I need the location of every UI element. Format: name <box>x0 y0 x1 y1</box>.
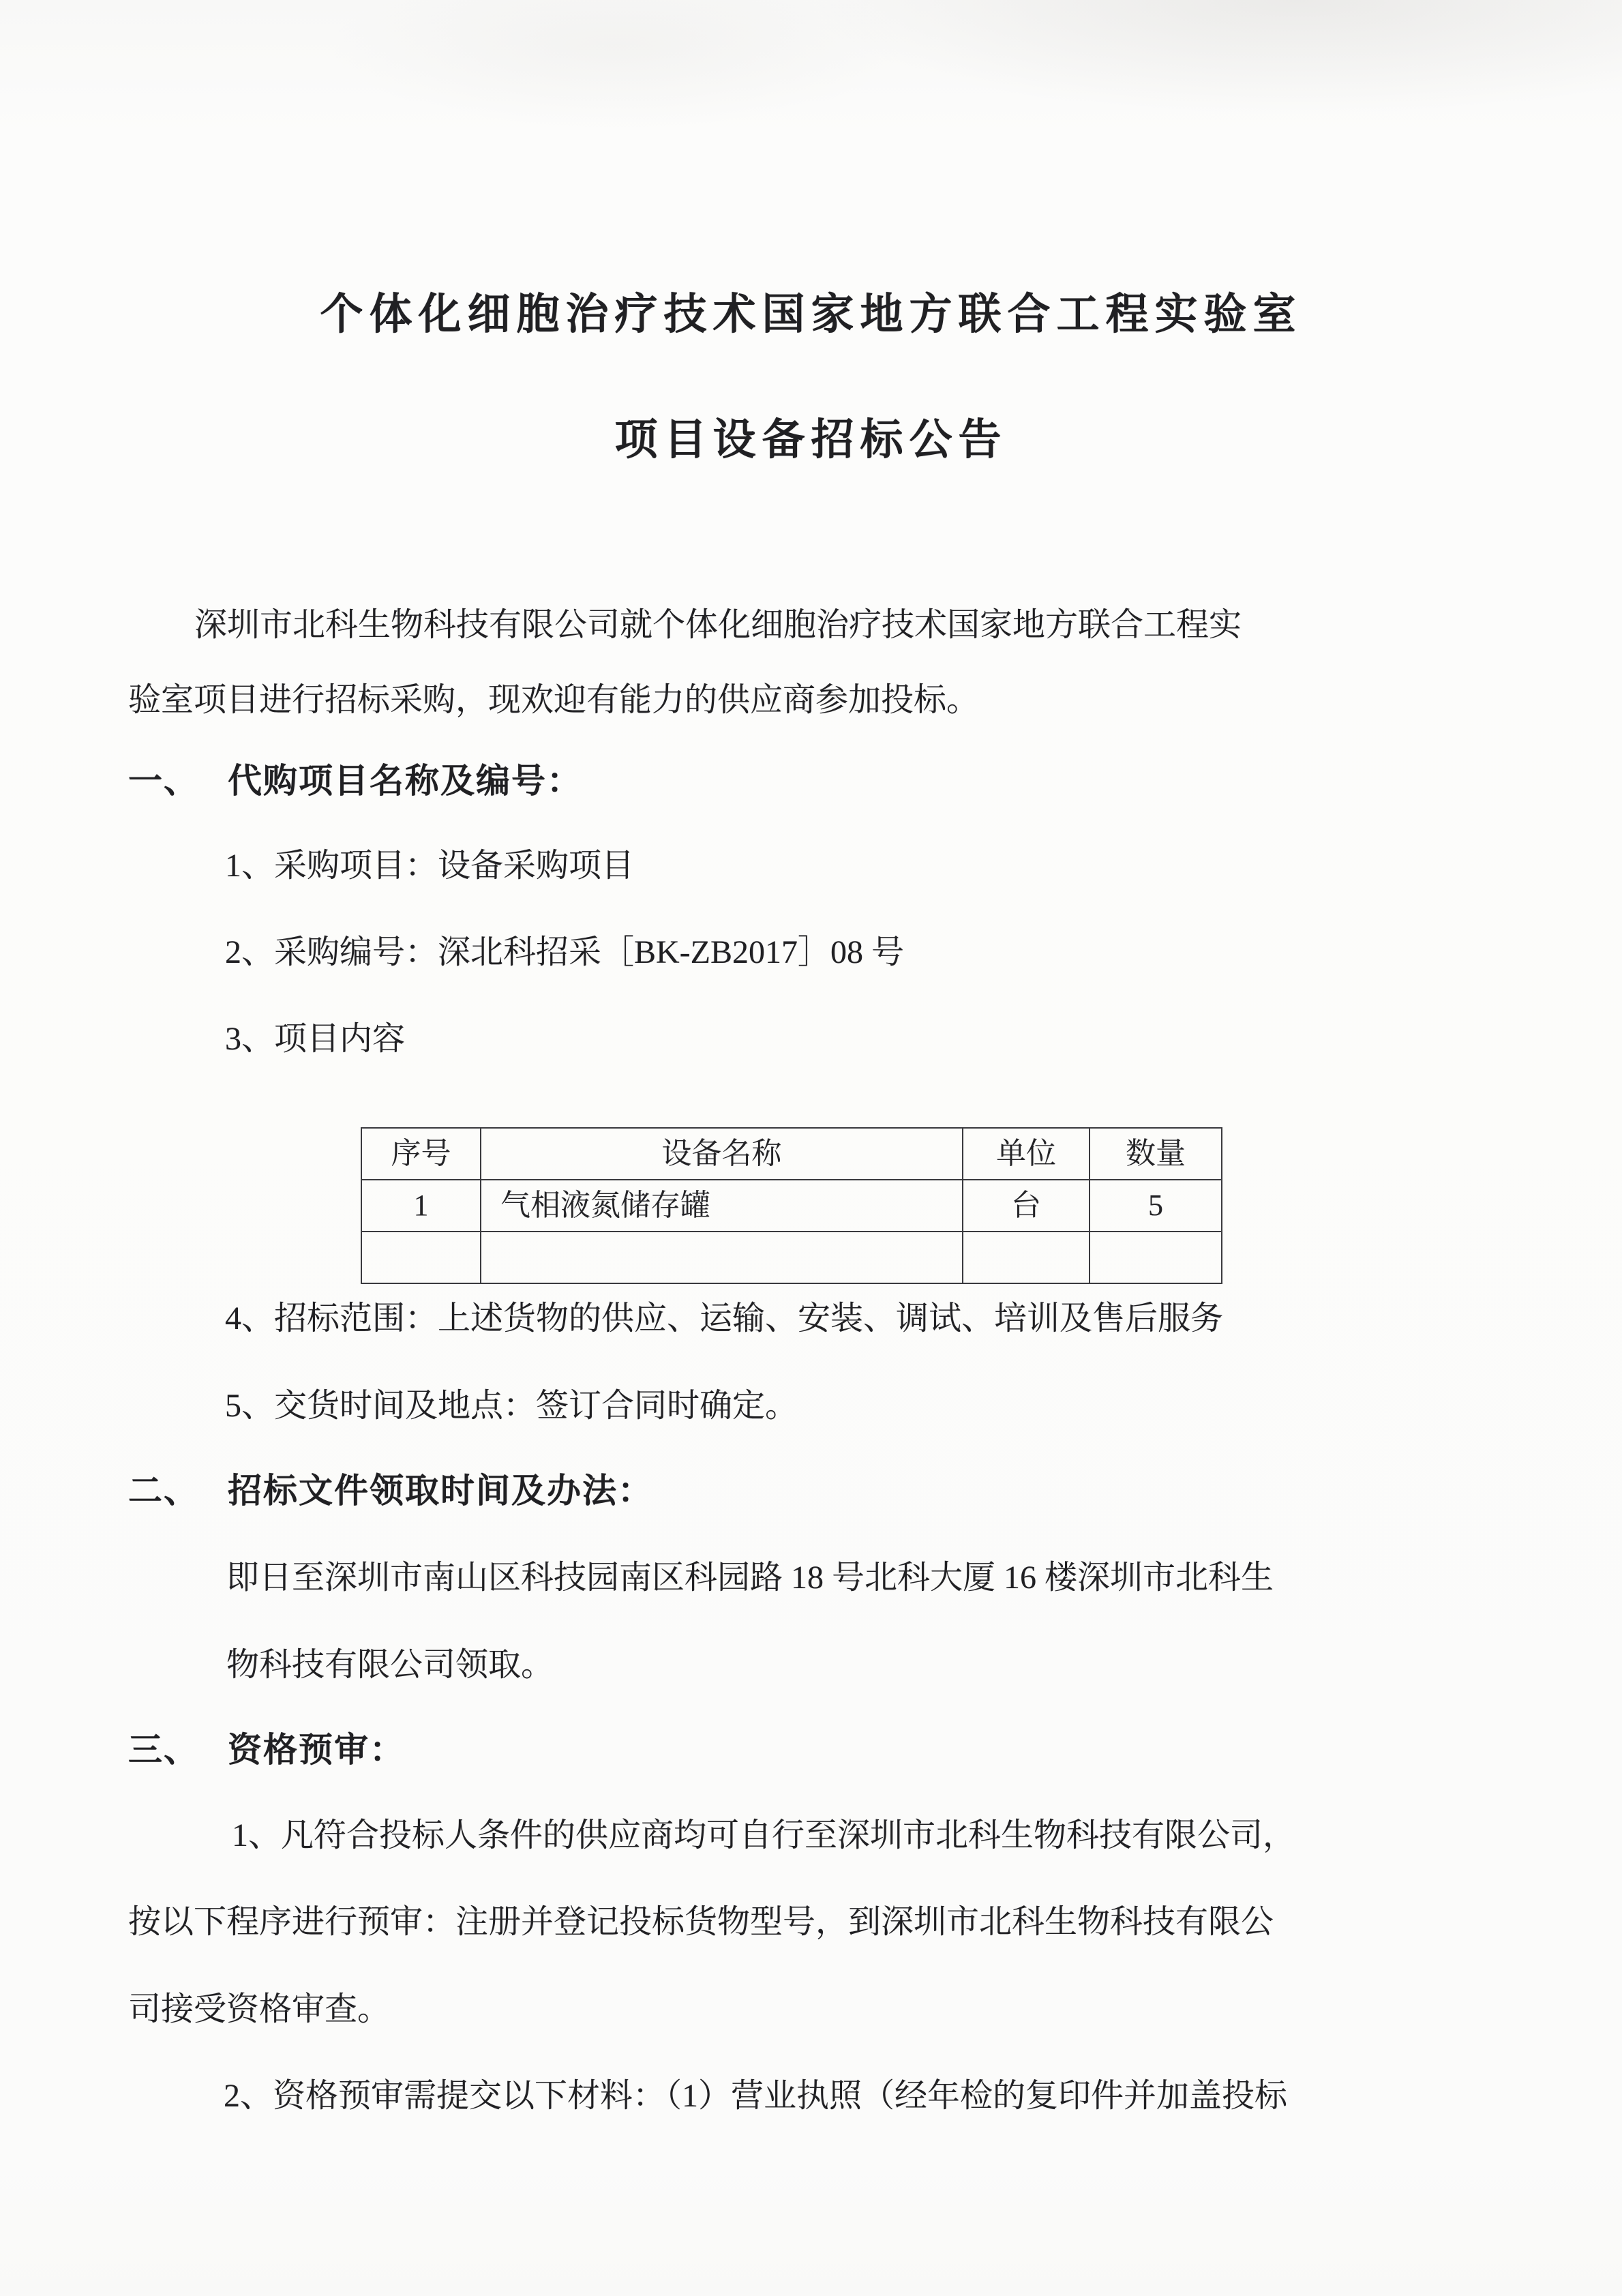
section1-number: 一、 <box>128 762 199 800</box>
list-item-2: 2、采购编号：深北科招采［BK-ZB2017］08 号 <box>225 934 905 970</box>
section3-heading-text: 资格预审： <box>228 1731 405 1769</box>
section1-heading <box>128 761 582 801</box>
section2-paragraph-line2: 物科技有限公司领取。 <box>226 1647 554 1683</box>
table-header-cell: 单位 <box>963 1128 1090 1180</box>
table-cell-unit <box>963 1232 1090 1283</box>
section1-heading-text: 代购项目名称及编号： <box>228 762 582 800</box>
table-header-cell: 序号 <box>361 1128 481 1180</box>
section2-heading-text: 招标文件领取时间及办法： <box>228 1472 653 1510</box>
table-cell-unit: 台 <box>963 1180 1090 1232</box>
table-cell-equipment-name: 气相液氮储存罐 <box>481 1180 963 1232</box>
list-item-5: 5、交货时间及地点：签订合同时确定。 <box>225 1388 798 1424</box>
intro-paragraph-line2: 验室项目进行招标采购，现欢迎有能力的供应商参加投标。 <box>128 682 980 718</box>
section3-number: 三、 <box>128 1731 199 1769</box>
section3-paragraph1-line2: 按以下程序进行预审：注册并登记投标货物型号，到深圳市北科生物科技有限公 <box>128 1904 1274 1940</box>
list-item-1: 1、采购项目：设备采购项目 <box>225 848 635 884</box>
table-cell-quantity <box>1090 1232 1222 1283</box>
table-row <box>361 1180 1222 1232</box>
intro-paragraph-line1: 深圳市北科生物科技有限公司就个体化细胞治疗技术国家地方联合工程实 <box>194 607 1242 643</box>
table-header-cell: 设备名称 <box>481 1128 963 1180</box>
section3-paragraph2-line1: 2、资格预审需提交以下材料：（1）营业执照（经年检的复印件并加盖投标 <box>224 2078 1288 2114</box>
section2-paragraph-line1: 即日至深圳市南山区科技园南区科园路 18 号北科大厦 16 楼深圳市北科生 <box>226 1560 1274 1596</box>
table-cell-quantity: 5 <box>1090 1180 1222 1232</box>
table-cell-equipment-name <box>481 1232 963 1283</box>
table-header-cell: 数量 <box>1090 1128 1222 1180</box>
list-item-3: 3、项目内容 <box>225 1021 406 1057</box>
section2-heading <box>128 1471 653 1511</box>
equipment-table <box>361 1127 1222 1284</box>
section2-number: 二、 <box>128 1472 199 1510</box>
section3-paragraph1-line3: 司接受资格审查。 <box>128 1991 391 2027</box>
equipment-table-header-row <box>361 1128 1222 1180</box>
table-row-empty <box>361 1232 1222 1283</box>
document-title-line1: 个体化细胞治疗技术国家地方联合工程实验室 <box>320 290 1302 338</box>
table-cell-index <box>361 1232 481 1283</box>
section3-heading <box>128 1730 405 1770</box>
document-title-line2: 项目设备招标公告 <box>614 416 1008 464</box>
list-item-4: 4、招标范围：上述货物的供应、运输、安装、调试、培训及售后服务 <box>225 1300 1224 1337</box>
table-cell-index: 1 <box>361 1180 481 1232</box>
section3-paragraph1-line1: 1、凡符合投标人条件的供应商均可自行至深圳市北科生物科技有限公司， <box>232 1817 1296 1853</box>
